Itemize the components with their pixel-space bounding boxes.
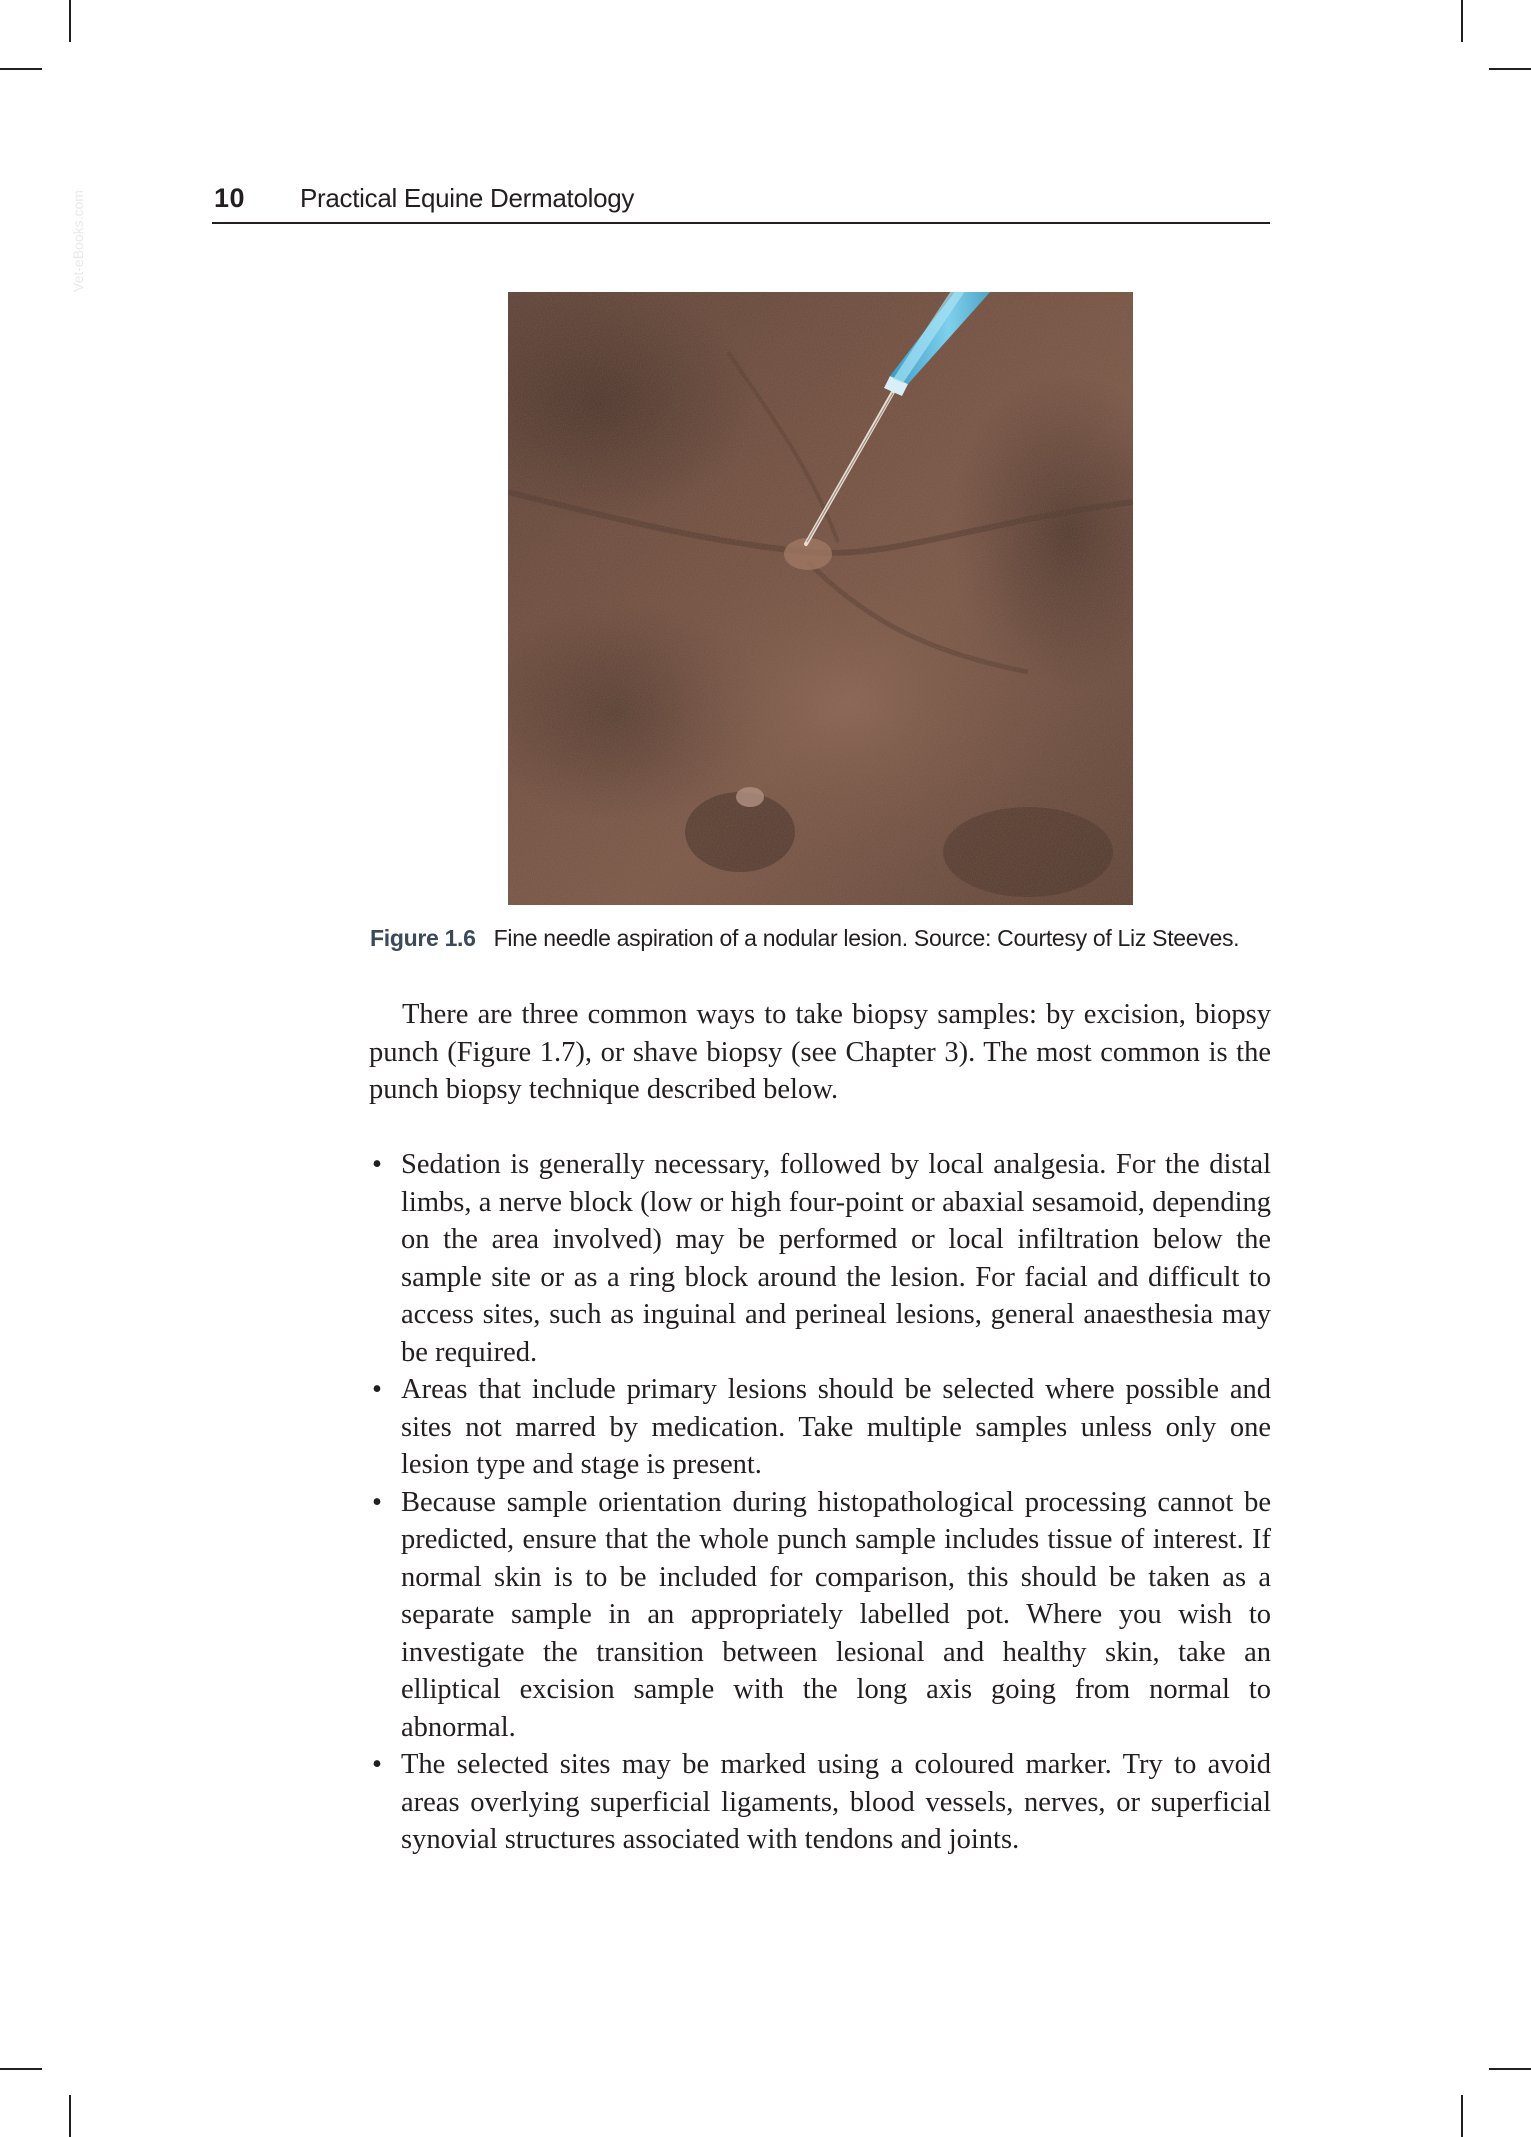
crop-mark-top-right: [1461, 0, 1463, 42]
figure-caption-text: Fine needle aspiration of a nodular lesion. Source: Courtesy of Liz Steeves.: [493, 925, 1240, 951]
list-item: [369, 1484, 1271, 1747]
bullet-icon: •: [372, 1486, 382, 1518]
list-item: [369, 1371, 1271, 1484]
crop-mark-top-left-h: [0, 68, 42, 70]
bullet-icon: •: [372, 1374, 382, 1405]
list-item: [369, 1146, 1271, 1371]
bullet-icon: •: [372, 1149, 382, 1180]
bullet-icon: •: [372, 1749, 382, 1780]
crop-mark-bottom-left: [69, 2095, 71, 2137]
list-item-text: Because sample orientation during histopathological processing cannot be predicted, ensure that the whole punch sample includes tissue of interest. If normal skin is to be included for comparison, this should be taken as a separate sample in an appropriately labelled pot. Where you wish to investigate the transition between lesional and healthy skin, take an elliptical excision sample with the long axis going from normal to abnormal.: [401, 1486, 1271, 1743]
page-number: 10: [214, 183, 246, 213]
list-item-text: Sedation is generally necessary, followed by local analgesia. For the distal limbs, a nerve block (low or high four-point or abaxial sesamoid, depending on the area involved) may be performed or local infiltration below the sample site or as a ring block around the lesion. For facial and difficult to access sites, such as inguinal and perineal lesions, general anaesthesia may be required.: [401, 1149, 1271, 1368]
running-head: [212, 180, 1270, 224]
list-item: [369, 1746, 1271, 1859]
crop-mark-top-right-h: [1489, 68, 1531, 70]
bullet-list: [369, 1146, 1271, 1859]
figure-photo: [508, 292, 1133, 905]
crop-mark-bottom-right-h: [1489, 2068, 1531, 2070]
intro-paragraph: There are three common ways to take biopsy samples: by excision, biopsy punch (Figure 1.7), or shave biopsy (see Chapter 3). The most common is the punch biopsy technique described below.: [369, 999, 1271, 1105]
watermark: Vet-eBooks.com: [70, 190, 86, 292]
figure-caption: [370, 925, 1270, 952]
crop-mark-top-left: [69, 0, 71, 42]
list-item-text: The selected sites may be marked using a coloured marker. Try to avoid areas overlying superficial ligaments, blood vessels, nerves, or superficial synovial structures associated with tendons and joints.: [401, 1749, 1271, 1855]
figure-label: Figure 1.6: [370, 925, 476, 951]
list-item-text: Areas that include primary lesions should be selected where possible and sites not marred by medication. Take multiple samples unless only one lesion type and stage is present.: [401, 1374, 1271, 1480]
crop-mark-bottom-right: [1461, 2095, 1463, 2137]
needle-aspiration-photo: [508, 292, 1133, 905]
book-title: Practical Equine Dermatology: [300, 183, 635, 213]
crop-mark-bottom-left-h: [0, 2068, 42, 2070]
